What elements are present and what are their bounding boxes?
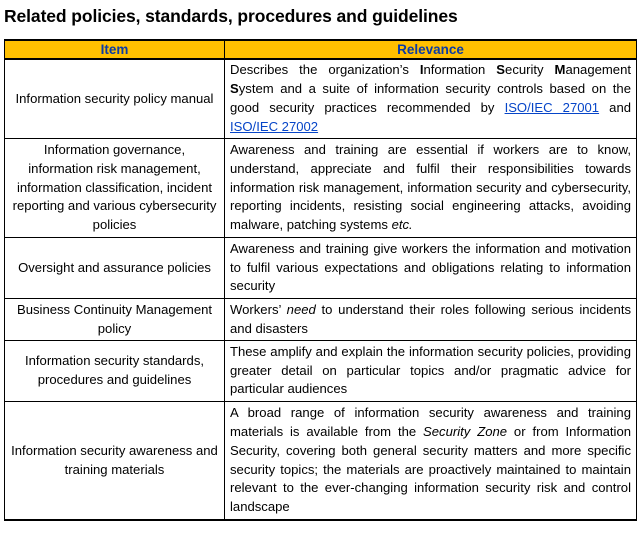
relevance-text: Describes the organization’s [230, 62, 420, 78]
table-row [5, 139, 637, 238]
relevance-text: or from Information Security, covering both general security matters and more specific security topics; the materials are proactively maintained to maintain relevant to the ever-changing information security risk and control landscape [230, 423, 632, 515]
acronym-letter: S [230, 81, 239, 97]
item-cell: Information security awareness and training materials [5, 402, 225, 521]
table-row [5, 402, 637, 521]
table-row [5, 299, 637, 341]
item-cell: Information security standards, procedures and guidelines [5, 341, 225, 402]
relevance-emphasis: etc. [391, 217, 413, 233]
item-cell: Business Continuity Management policy [5, 299, 225, 341]
iso-27001-link[interactable]: ISO/IEC 27001 [504, 100, 600, 115]
column-header-relevance: Relevance [225, 40, 637, 59]
column-header-item: Item [5, 40, 225, 59]
acronym-letter: I [419, 62, 424, 78]
table-row [5, 341, 637, 402]
relevance-text: Awareness and training are essential if workers are to know, understand, appreciate and fulfil their responsibilities towards information risk management, information security and cybersecurity, reporting incidents, resisting social engineering attacks, avoiding malware, patching systems [230, 141, 631, 233]
table-row [5, 59, 637, 139]
policies-table [4, 39, 637, 521]
relevance-emphasis: need [286, 301, 316, 317]
relevance-text: and [599, 100, 632, 115]
table-row [5, 238, 637, 299]
table-header-row [5, 40, 637, 59]
relevance-cell [225, 59, 637, 139]
acronym-letter: S [496, 62, 506, 78]
relevance-cell [225, 139, 637, 238]
relevance-cell: Awareness and training give workers the information and motivation to fulfil various expectations and obligations relating to information security [225, 238, 637, 299]
relevance-cell: These amplify and explain the information security policies, providing greater detail on particular topics and/or pragmatic advice for particular audiences [225, 341, 637, 402]
relevance-text: to understand their roles following serious incidents and disasters [230, 301, 632, 336]
item-cell: Information security policy manual [5, 59, 225, 139]
item-cell: Information governance, information risk management, information classification, incident reporting and various cybersecurity policies [5, 139, 225, 238]
relevance-text: nformation [423, 62, 497, 78]
relevance-cell [225, 402, 637, 521]
page-title: Related policies, standards, procedures and guidelines [4, 6, 458, 26]
relevance-text: A broad range of information security awareness and training materials is available from the [230, 404, 631, 439]
relevance-text: ystem and a suite of information security controls based on the good security practices recommended by [230, 81, 631, 115]
relevance-text: ecurity [505, 62, 555, 78]
item-cell: Oversight and assurance policies [5, 238, 225, 299]
iso-27002-link[interactable]: ISO/IEC 27002 [230, 118, 319, 134]
relevance-text: Workers’ [230, 301, 287, 317]
relevance-emphasis: Security Zone [423, 423, 508, 439]
relevance-text: anagement [565, 62, 631, 78]
acronym-letter: M [554, 62, 566, 78]
relevance-cell [225, 299, 637, 341]
